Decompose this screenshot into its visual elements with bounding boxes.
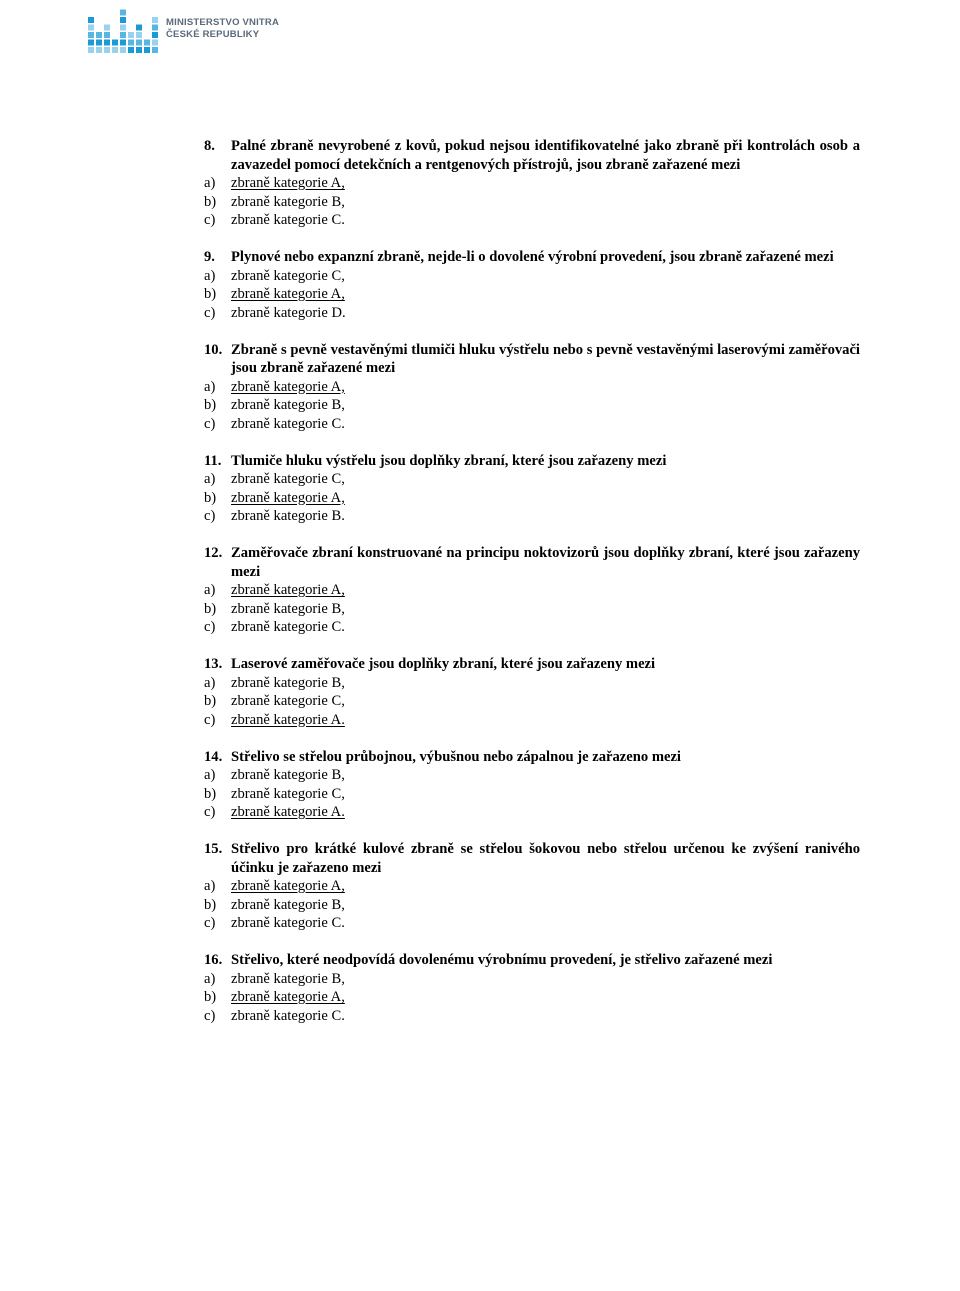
- answer-option: [204, 581, 860, 600]
- answer-option: [204, 914, 860, 933]
- option-text: zbraně kategorie B,: [231, 970, 345, 987]
- question-item: [204, 341, 860, 434]
- logo-square: [120, 10, 126, 16]
- question-number: 8.: [204, 138, 215, 154]
- option-letter: c): [204, 804, 216, 820]
- question-item: [204, 655, 860, 729]
- option-letter: b): [204, 989, 217, 1005]
- logo-square: [88, 47, 94, 53]
- logo-square: [96, 32, 102, 38]
- answer-option: [204, 803, 860, 822]
- question-text: Zaměřovače zbraní konstruované na principu noktovizorů jsou doplňky zbraní, které jsou zařazeny mezi: [231, 545, 860, 580]
- option-letter: c): [204, 915, 216, 931]
- logo-square: [144, 40, 150, 46]
- logo-square: [136, 47, 142, 53]
- option-letter: c): [204, 711, 216, 728]
- option-text-correct: zbraně kategorie A,: [231, 989, 345, 1005]
- logo-square: [104, 32, 110, 38]
- option-letter: a): [204, 378, 216, 395]
- logo-square: [128, 40, 134, 46]
- logo-square: [136, 32, 142, 38]
- option-letter: a): [204, 471, 216, 487]
- question-text: Plynové nebo expanzní zbraně, nejde-li o dovolené výrobní provedení, jsou zbraně zařazené mezi: [231, 249, 834, 265]
- option-text-correct: zbraně kategorie A.: [231, 711, 345, 728]
- option-text-correct: zbraně kategorie A,: [231, 489, 345, 506]
- question-text: Laserové zaměřovače jsou doplňky zbraní, které jsou zařazeny mezi: [231, 656, 656, 672]
- question-number: 12.: [204, 545, 223, 561]
- option-letter: b): [204, 693, 217, 709]
- answer-option: [204, 378, 860, 397]
- option-text: zbraně kategorie C,: [231, 785, 345, 802]
- option-text: zbraně kategorie C,: [231, 267, 345, 284]
- option-text: zbraně kategorie B,: [231, 767, 345, 783]
- logo-square: [120, 40, 126, 46]
- answer-option: [204, 211, 860, 230]
- question-text: Tlumiče hluku výstřelu jsou doplňky zbraní, které jsou zařazeny mezi: [231, 452, 667, 469]
- option-text-correct: zbraně kategorie A,: [231, 286, 345, 302]
- question-text: Střelivo pro krátké kulové zbraně se střelou šokovou nebo střelou určenou ke zvýšení ranivého účinku je zařazeno mezi: [231, 841, 860, 876]
- option-text: zbraně kategorie C.: [231, 915, 345, 931]
- option-text: zbraně kategorie B,: [231, 896, 345, 913]
- answer-option: [204, 1007, 860, 1026]
- answer-option: [204, 896, 860, 915]
- question-item: [204, 452, 860, 526]
- option-text: zbraně kategorie C,: [231, 693, 345, 709]
- question-item: [204, 137, 860, 230]
- answer-option: [204, 193, 860, 212]
- question-list: [204, 137, 860, 1044]
- option-text: zbraně kategorie B,: [231, 600, 345, 617]
- option-letter: b): [204, 193, 217, 210]
- answer-option: [204, 692, 860, 711]
- question-number: 15.: [204, 841, 223, 857]
- option-text-correct: zbraně kategorie A.: [231, 804, 345, 820]
- question-number: 16.: [204, 952, 223, 968]
- logo-square: [152, 25, 158, 31]
- ministry-logo: [86, 0, 346, 60]
- logo-square: [152, 17, 158, 23]
- option-text-correct: zbraně kategorie A,: [231, 582, 345, 598]
- option-letter: c): [204, 619, 216, 635]
- logo-line-1: MINISTERSTVO VNITRA: [166, 17, 280, 28]
- answer-option: [204, 877, 860, 896]
- answer-option: [204, 674, 860, 693]
- logo-square: [104, 40, 110, 46]
- question-item: [204, 951, 860, 1025]
- question-item: [204, 840, 860, 933]
- answer-option: [204, 988, 860, 1007]
- logo-square: [136, 40, 142, 46]
- answer-option: [204, 507, 860, 526]
- logo-square: [88, 25, 94, 31]
- question-number: 11.: [204, 452, 222, 469]
- logo-text: [166, 17, 279, 41]
- question-number: 14.: [204, 748, 223, 765]
- question-number: 10.: [204, 341, 223, 358]
- logo-square: [120, 25, 126, 31]
- option-text: zbraně kategorie C.: [231, 1007, 345, 1024]
- option-letter: a): [204, 674, 216, 691]
- logo-square: [152, 40, 158, 46]
- question-text: Zbraně s pevně vestavěnými tlumiči hluku výstřelu nebo s pevně vestavěnými laserovými zaměřovači jsou zbraně zařazené mezi: [231, 341, 860, 376]
- option-letter: b): [204, 489, 217, 506]
- answer-option: [204, 285, 860, 304]
- logo-square: [104, 47, 110, 53]
- answer-option: [204, 267, 860, 286]
- logo-square: [88, 40, 94, 46]
- answer-option: [204, 785, 860, 804]
- option-text: zbraně kategorie B.: [231, 508, 345, 524]
- option-text: zbraně kategorie B,: [231, 674, 345, 691]
- answer-option: [204, 711, 860, 730]
- question-number: 13.: [204, 656, 223, 672]
- option-text: zbraně kategorie C.: [231, 212, 345, 228]
- logo-line-2: ČESKÉ REPUBLIKY: [166, 29, 260, 40]
- logo-square: [88, 17, 94, 23]
- logo-square: [120, 32, 126, 38]
- option-letter: b): [204, 397, 217, 413]
- answer-option: [204, 415, 860, 434]
- option-text: zbraně kategorie C.: [231, 619, 345, 635]
- option-letter: c): [204, 415, 216, 432]
- answer-option: [204, 396, 860, 415]
- logo-square: [136, 25, 142, 31]
- option-letter: a): [204, 582, 216, 598]
- option-text-correct: zbraně kategorie A,: [231, 378, 345, 395]
- answer-option: [204, 489, 860, 508]
- answer-option: [204, 174, 860, 193]
- option-letter: a): [204, 175, 216, 191]
- question-item: [204, 748, 860, 822]
- logo-square: [120, 17, 126, 23]
- question-text: Střelivo se střelou průbojnou, výbušnou nebo zápalnou je zařazeno mezi: [231, 748, 681, 765]
- option-text-correct: zbraně kategorie A,: [231, 878, 345, 894]
- logo-square: [128, 32, 134, 38]
- option-text: zbraně kategorie D.: [231, 304, 346, 321]
- question-text: Palné zbraně nevyrobené z kovů, pokud nejsou identifikovatelné jako zbraně při kontrolách osob a zavazedel pomocí detekčních a rentgenových přístrojů, jsou zbraně zařazené mezi: [231, 138, 860, 173]
- answer-option: [204, 304, 860, 323]
- answer-option: [204, 970, 860, 989]
- option-letter: c): [204, 212, 216, 228]
- logo-square: [152, 47, 158, 53]
- option-text-correct: zbraně kategorie A,: [231, 175, 345, 191]
- question-item: [204, 544, 860, 637]
- option-text: zbraně kategorie B,: [231, 193, 345, 210]
- option-letter: a): [204, 878, 216, 894]
- option-text: zbraně kategorie C,: [231, 471, 345, 487]
- option-letter: a): [204, 970, 216, 987]
- option-letter: c): [204, 1007, 216, 1024]
- logo-square: [144, 47, 150, 53]
- logo-square: [104, 25, 110, 31]
- logo-square: [120, 47, 126, 53]
- question-number: 9.: [204, 249, 215, 265]
- answer-option: [204, 766, 860, 785]
- ministry-grid-logo-icon: [86, 0, 162, 60]
- question-text: Střelivo, které neodpovídá dovolenému výrobnímu provedení, je střelivo zařazené mezi: [231, 952, 773, 968]
- option-letter: b): [204, 600, 217, 617]
- logo-square: [96, 47, 102, 53]
- answer-option: [204, 618, 860, 637]
- answer-option: [204, 600, 860, 619]
- option-letter: b): [204, 785, 217, 802]
- option-letter: a): [204, 767, 216, 783]
- option-letter: c): [204, 508, 216, 524]
- option-text: zbraně kategorie B,: [231, 397, 345, 413]
- logo-square: [128, 47, 134, 53]
- option-letter: c): [204, 304, 216, 321]
- answer-option: [204, 470, 860, 489]
- logo-square: [152, 32, 158, 38]
- option-letter: b): [204, 286, 217, 302]
- question-item: [204, 248, 860, 322]
- logo-square: [112, 40, 118, 46]
- option-letter: a): [204, 267, 216, 284]
- option-letter: b): [204, 896, 217, 913]
- logo-square: [96, 40, 102, 46]
- option-text: zbraně kategorie C.: [231, 415, 345, 432]
- logo-square: [112, 47, 118, 53]
- logo-square: [88, 32, 94, 38]
